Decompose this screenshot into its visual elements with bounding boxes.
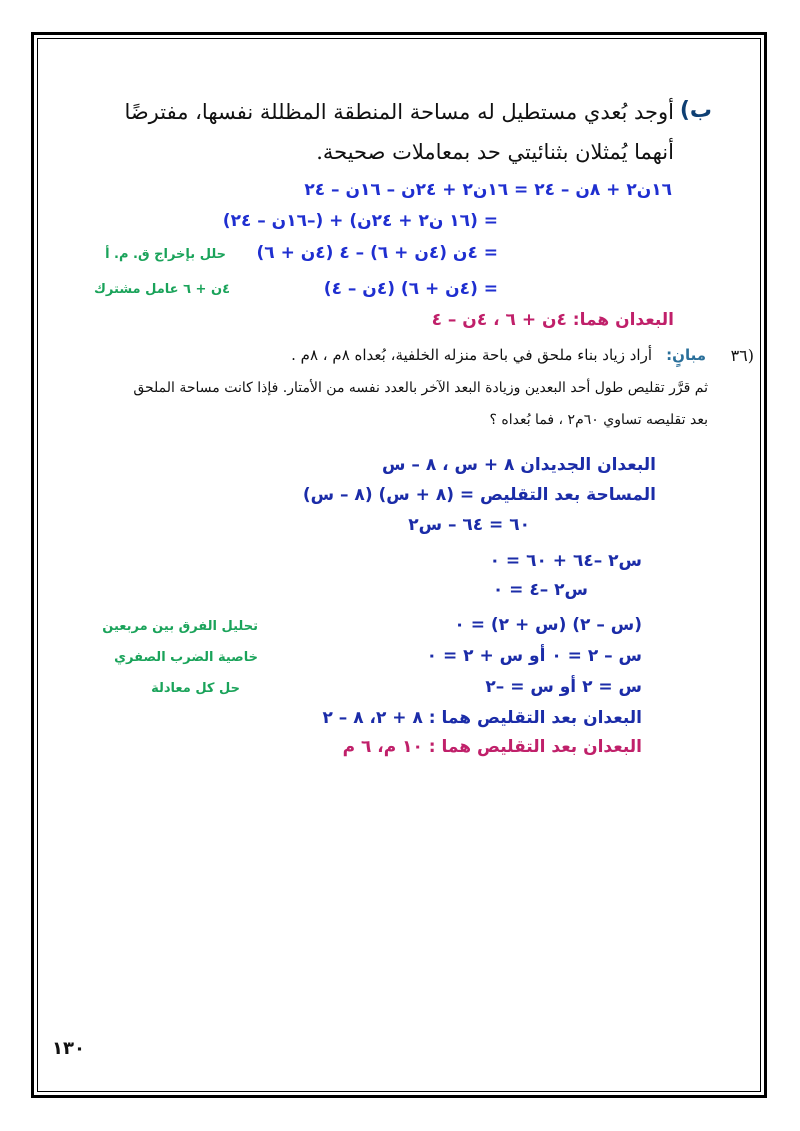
- solution-b-note-common-factor: ٤ن + ٦ عامل مشترك: [94, 282, 230, 297]
- part-b-label: ب): [679, 98, 712, 123]
- solution-36-note-difference-squares: تحليل الفرق بين مربعين: [102, 619, 258, 634]
- part-b-text-line1: أوجد بُعدي مستطيل له مساحة المنطقة المظللة نفسها، مفترضًا: [124, 100, 674, 124]
- solution-b-line3: = ٤ن (٤ن + ٦) – ٤ (٤ن + ٦): [256, 243, 498, 263]
- solution-36-line7: س – ٢ = ٠ أو س + ٢ = ٠: [426, 646, 642, 666]
- solution-36-line1: البعدان الجديدان ٨ + س ، ٨ – س: [382, 455, 656, 475]
- solution-b-note-gcf: حلل بإخراج ق. م. أ: [105, 247, 226, 262]
- part-b-text-line2: أنهما يُمثلان بثنائيتي حد بمعاملات صحيحة.: [316, 140, 674, 164]
- solution-b-answer: البعدان هما: ٤ن + ٦ ، ٤ن – ٤: [431, 310, 674, 330]
- q36-keyword: مبانٍ:: [666, 346, 706, 364]
- solution-36-line9: البعدان بعد التقليص هما : ٨ + ٢، ٨ – ٢: [322, 708, 642, 728]
- solution-b-line1: ١٦ن٢ + ٨ن – ٢٤ = ١٦ن٢ + ٢٤ن – ١٦ن – ٢٤: [304, 180, 672, 200]
- solution-36-line6: (س – ٢) (س + ٢) = ٠: [454, 615, 642, 635]
- solution-36-note-zero-product: خاصية الضرب الصفري: [114, 650, 258, 665]
- solution-36-line4: س٢ –٦٤ + ٦٠ = ٠: [489, 551, 642, 571]
- q36-text-line1: أراد زياد بناء ملحق في باحة منزله الخلفية، بُعداه ٨م ، ٨م .: [291, 346, 652, 364]
- solution-36-line5: س٢ –٤ = ٠: [492, 580, 588, 600]
- solution-36-line8: س = ٢ أو س = –٢: [485, 677, 642, 697]
- q36-text-line3: بعد تقليصه تساوي ٦٠م٢ ، فما بُعداه ؟: [489, 412, 708, 428]
- solution-36-answer: البعدان بعد التقليص هما : ١٠ م، ٦ م: [342, 737, 642, 757]
- solution-36-line2: المساحة بعد التقليص = (٨ + س) (٨ – س): [302, 485, 656, 505]
- q36-text-line2: ثم قرَّر تقليص طول أحد البعدين وزيادة البعد الآخر بالعدد نفسه من الأمتار. فإذا كانت مساحة الملحق: [133, 380, 708, 396]
- q36-number: ٣٦): [730, 346, 754, 365]
- solution-b-line4: = (٤ن + ٦) (٤ن – ٤): [323, 279, 498, 299]
- solution-b-line2: = (١٦ ن٢ + ٢٤ن) + (–١٦ن – ٢٤): [222, 211, 498, 231]
- solution-36-line3: ٦٠ = ٦٤ – س٢: [408, 515, 530, 535]
- page-number: ١٣٠: [52, 1038, 85, 1059]
- solution-36-note-solve-each: حل كل معادلة: [151, 681, 240, 696]
